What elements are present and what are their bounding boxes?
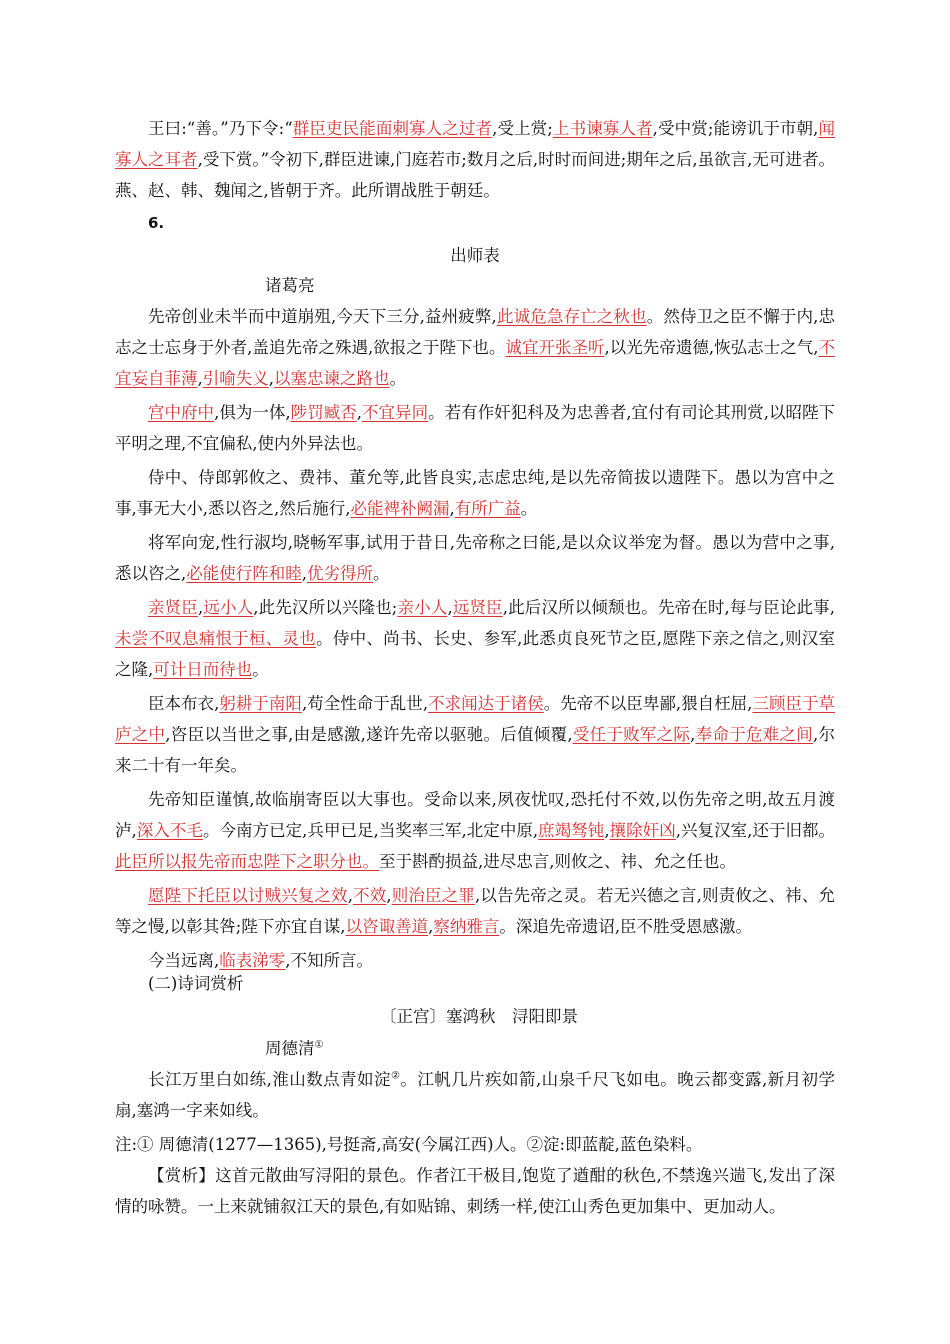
text-run: ,咨臣以当世之事,由是感激,遂许先帝以驱驰。后值倾覆, — [165, 725, 573, 744]
highlighted-phrase: 诚宜开张圣听 — [505, 338, 605, 357]
text-run: 。 — [373, 564, 390, 583]
poet-name — [265, 1033, 465, 1064]
poem-note: 注:① 周德清(1277—1365),号挺斋,高安(今属江西)人。②淀:即蓝靛,蓝色染料。 — [115, 1135, 703, 1154]
highlighted-phrase: 引喻失义 — [202, 369, 269, 388]
essay-body — [115, 301, 835, 976]
highlighted-phrase: 必能裨补阙漏 — [350, 499, 450, 518]
appreciation-paragraph — [115, 1160, 835, 1222]
footnote-mark: ② — [390, 1070, 401, 1082]
text-run: ,兴复汉室,还于旧都。 — [675, 821, 836, 840]
highlighted-phrase: 以塞忠谏之路也 — [274, 369, 390, 388]
highlighted-phrase: 亲贤臣 — [148, 598, 198, 617]
highlighted-phrase: 上书谏寡人者 — [552, 119, 653, 138]
text-run: ,此先汉所以兴隆也; — [253, 598, 398, 617]
essay-paragraph-2 — [115, 397, 835, 459]
text-run: 。若有作奸犯科及为忠善者,宜付有司论其刑赏,以昭陛下平明之理,不宜偏私,使内外异法也。 — [115, 403, 836, 453]
highlighted-phrase: 三顾臣于草庐之中 — [115, 694, 836, 744]
intro-paragraph — [115, 113, 835, 206]
text-run: ,不知所言。 — [285, 951, 373, 970]
highlighted-phrase: 不求闻达于诸侯 — [428, 694, 544, 713]
text-run: 至于斟酌损益,进尽忠言,则攸之、祎、允之任也。 — [379, 852, 736, 871]
text-run: 。然侍卫之臣不懈于内,忠志之士忘身于外者,盖追先帝之殊遇,欲报之于陛下也。 — [115, 307, 835, 357]
text-run: ,苟全性命于乱世, — [301, 694, 429, 713]
essay-paragraph-6 — [115, 688, 835, 781]
highlighted-phrase: 宫中府中 — [148, 403, 215, 422]
poem-title: 〔正宫〕塞鸿秋 浔阳即景 — [380, 1007, 578, 1026]
text-run: , — [347, 886, 353, 905]
text-run: , — [301, 564, 307, 583]
text-run: ,受上赏; — [492, 119, 553, 138]
highlighted-phrase: 奉命于危难之间 — [695, 725, 814, 744]
text-run: 。先帝不以臣卑鄙,猥自枉屈, — [543, 694, 753, 713]
text-run: 。今南方已定,兵甲已足,当奖率三军,北定中原, — [202, 821, 539, 840]
highlighted-phrase: 临表涕零 — [219, 951, 286, 970]
question-number: 6. — [148, 214, 165, 232]
text-run: 。 — [389, 369, 406, 388]
highlighted-phrase: 察纳雅言 — [433, 917, 500, 936]
essay-author: 诸葛亮 — [265, 276, 315, 295]
text-run: ,以告先帝之灵。若无兴德之言,则责攸之、祎、允等之慢,以彰其咎;陛下亦宜自谋, — [115, 886, 836, 936]
text-run: 长江万里白如练,淮山数点青如淀 — [148, 1070, 391, 1089]
highlighted-phrase: 躬耕于南阳 — [219, 694, 302, 713]
highlighted-phrase: 必能使行阵和睦 — [186, 564, 302, 583]
highlighted-phrase: 不效 — [352, 886, 387, 905]
text-run: , — [604, 821, 610, 840]
text-run: , — [449, 499, 455, 518]
text-run: 。深追先帝遗诏,臣不胜受恩感激。 — [499, 917, 753, 936]
highlighted-phrase: 不宜妄自菲薄 — [115, 338, 836, 388]
text-run: 王曰:“善。”乃下令:“ — [148, 119, 293, 138]
text-run: ,受下赏。”令初下,群臣进谏,门庭若市;数月之后,时时而间进;期年之后,虽欲言,无可进者。燕、赵、韩、魏闻之,皆朝于齐。此所谓战胜于朝廷。 — [115, 150, 835, 200]
highlighted-phrase: 愿陛下托臣以讨贼兴复之效 — [148, 886, 348, 905]
highlighted-phrase: 不宜异同 — [362, 403, 429, 422]
essay-paragraph-3 — [115, 462, 835, 524]
text-run: , — [690, 725, 696, 744]
highlighted-phrase: 远贤臣 — [452, 598, 503, 617]
text-run: ,此后汉所以倾颓也。先帝在时,每与臣论此事, — [502, 598, 836, 617]
essay-paragraph-5 — [115, 592, 835, 685]
highlighted-phrase: 可计日而待也 — [153, 660, 253, 679]
essay-paragraph-4 — [115, 527, 835, 589]
highlighted-phrase: 亲小人 — [397, 598, 448, 617]
highlighted-phrase: 群臣吏民能面刺寡人之过者 — [292, 119, 493, 138]
highlighted-phrase: 攘除奸凶 — [609, 821, 676, 840]
highlighted-phrase: 未尝不叹息痛恨于桓、灵也 — [115, 629, 317, 648]
text-run: , — [428, 917, 434, 936]
highlighted-phrase: 陟罚臧否 — [290, 403, 357, 422]
highlighted-phrase: 以咨诹善道 — [345, 917, 429, 936]
essay-paragraph-8 — [115, 880, 835, 942]
text-run: ,受中赏;能谤讥于市朝, — [652, 119, 819, 138]
text-run: 。侍中、尚书、长史、参军,此悉贞良死节之臣,愿陛下亲之信之,则汉室之隆, — [115, 629, 835, 679]
text-run: , — [197, 369, 203, 388]
essay-paragraph-1 — [115, 301, 835, 394]
text-run: , — [356, 403, 362, 422]
poet-text: 周德清 — [265, 1039, 315, 1058]
text-run: 侍中、侍郎郭攸之、费祎、董允等,此皆良实,志虑忠纯,是以先帝简拔以遗陛下。愚以为宫中之事,事无大小,悉以咨之,然后施行, — [115, 468, 835, 518]
highlighted-phrase: 闻寡人之耳者 — [115, 119, 836, 169]
essay-title: 出师表 — [450, 246, 500, 265]
highlighted-phrase: 有所广益 — [454, 499, 521, 518]
poem-text — [115, 1064, 835, 1126]
text-run: , — [447, 598, 453, 617]
highlighted-phrase: 则治臣之罪 — [391, 886, 475, 905]
text-run: 这首元散曲写浔阳的景色。作者江干极目,饱览了遒酣的秋色,不禁逸兴遄飞,发出了深情的咏赞。一上来就铺叙江天的景色,有如贴锦、刺绣一样,使江山秀色更加集中、更加动人。 — [115, 1166, 835, 1216]
footnote-mark: ① — [314, 1039, 324, 1051]
highlighted-phrase: 优劣得所 — [307, 564, 373, 583]
text-run: ,俱为一体, — [214, 403, 291, 422]
text-run: ,尔来二十有一年矣。 — [115, 725, 836, 775]
text-run: 今当远离, — [148, 951, 220, 970]
text-run: , — [197, 598, 204, 617]
text-run: 臣本布衣, — [148, 694, 220, 713]
highlighted-phrase: 此臣所以报先帝而忠陛下之职分也。 — [115, 852, 379, 871]
essay-paragraph-7 — [115, 784, 835, 877]
text-run: 将军向宠,性行淑均,晓畅军事,试用于昔日,先帝称之曰能,是以众议举宠为督。愚以为营中之事,悉以咨之, — [115, 533, 835, 583]
text-run: 先帝创业未半而中道崩殂,今天下三分,益州疲弊, — [148, 307, 497, 326]
highlighted-phrase: 庶竭驽钝 — [538, 821, 605, 840]
text-run: 。 — [520, 499, 538, 518]
highlighted-phrase: 此诚危急存亡之秋也 — [496, 307, 647, 326]
text-run: 。江帆几片疾如箭,山泉千尺飞如电。晚云都变露,新月初学扇,塞鸿一字来如线。 — [115, 1070, 835, 1120]
highlighted-phrase: 深入不毛 — [136, 821, 203, 840]
text-run: , — [268, 369, 274, 388]
highlighted-phrase: 受任于败军之际 — [572, 725, 691, 744]
section-heading: (二)诗词赏析 — [148, 974, 244, 993]
highlighted-phrase: 远小人 — [203, 598, 254, 617]
text-run: 。 — [252, 660, 269, 679]
appreciation-label: 【赏析】 — [148, 1166, 216, 1185]
text-run: , — [386, 886, 392, 905]
text-run: ,以光先帝遗德,恢弘志士之气, — [604, 338, 819, 357]
text-run: 先帝知臣谨慎,故临崩寄臣以大事也。受命以来,夙夜忧叹,恐托付不效,以伤先帝之明,故五月渡泸, — [115, 790, 835, 840]
